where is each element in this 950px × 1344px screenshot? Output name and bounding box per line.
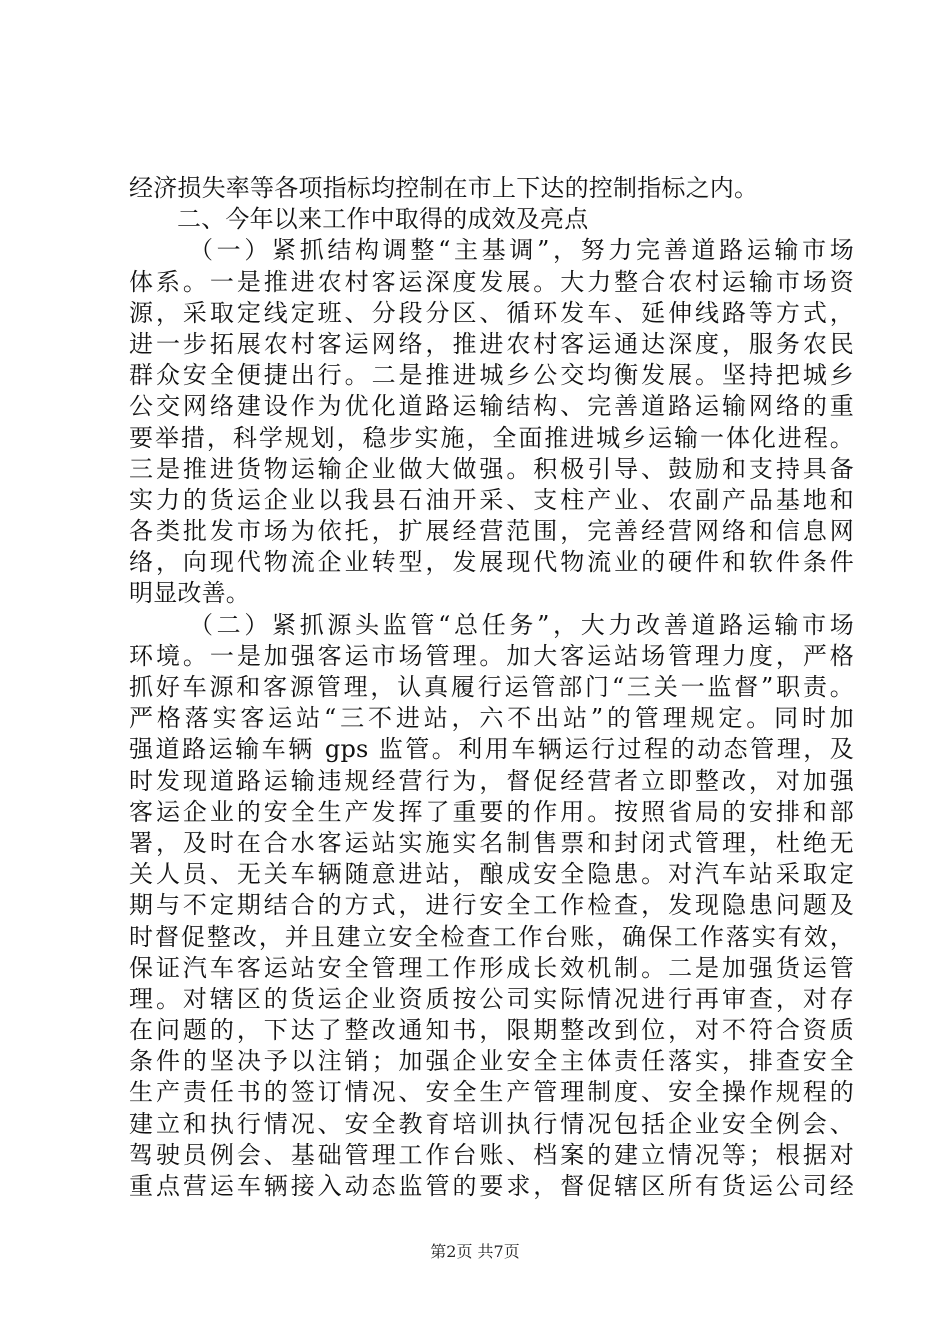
text-line: 在问题的，下达了整改通知书，限期整改到位，对不符合资质 bbox=[129, 1016, 854, 1045]
body-text bbox=[129, 173, 854, 1202]
text-line: 客运企业的安全生产发挥了重要的作用。按照省局的安排和部 bbox=[129, 797, 854, 826]
text-line: 强道路运输车辆 gps 监管。利用车辆运行过程的动态管理，及 bbox=[129, 735, 854, 764]
text-line: 实力的货运企业以我县石油开采、支柱产业、农副产品基地和 bbox=[129, 485, 854, 514]
text-line: 建立和执行情况、安全教育培训执行情况包括企业安全例会、 bbox=[129, 1109, 854, 1138]
text-line: 理。对辖区的货运企业资质按公司实际情况进行再审查，对存 bbox=[129, 984, 854, 1013]
paragraph-heading-line: （一）紧抓结构调整“主基调”，努力完善道路运输市场 bbox=[189, 236, 854, 265]
paragraph-heading-line: （二）紧抓源头监管“总任务”，大力改善道路运输市场 bbox=[189, 610, 854, 639]
text-line: 三是推进货物运输企业做大做强。积极引导、鼓励和支持具备 bbox=[129, 454, 854, 483]
page-number-footer: 第2页 共7页 bbox=[430, 1242, 520, 1261]
text-line: 重点营运车辆接入动态监管的要求，督促辖区所有货运公司经 bbox=[129, 1172, 854, 1200]
text-line: 期与不定期结合的方式，进行安全工作检查，发现隐患问题及 bbox=[129, 891, 854, 920]
text-line: 生产责任书的签订情况、安全生产管理制度、安全操作规程的 bbox=[129, 1078, 854, 1107]
text-line: 各类批发市场为依托，扩展经营范围，完善经营网络和信息网 bbox=[129, 517, 854, 546]
text-line: 严格落实客运站“三不进站，六不出站”的管理规定。同时加 bbox=[129, 704, 854, 733]
text-line: 驾驶员例会、基础管理工作台账、档案的建立情况等；根据对 bbox=[129, 1140, 854, 1169]
text-line: 体系。一是推进农村客运深度发展。大力整合农村运输市场资 bbox=[129, 267, 854, 296]
text-line: 关人员、无关车辆随意进站，酿成安全隐患。对汽车站采取定 bbox=[129, 860, 854, 889]
text-line: 络，向现代物流企业转型，发展现代物流业的硬件和软件条件 bbox=[129, 548, 854, 577]
text-line: 明显改善。 bbox=[129, 579, 250, 608]
text-line: 署，及时在合水客运站实施实名制售票和封闭式管理，杜绝无 bbox=[129, 828, 854, 857]
text-line: 保证汽车客运站安全管理工作形成长效机制。二是加强货运管 bbox=[129, 953, 854, 982]
text-line: 时督促整改，并且建立安全检查工作台账，确保工作落实有效， bbox=[129, 922, 854, 951]
text-line: 要举措，科学规划，稳步实施，全面推进城乡运输一体化进程。 bbox=[129, 423, 854, 452]
text-line: 环境。一是加强客运市场管理。加大客运站场管理力度，严格 bbox=[129, 641, 854, 670]
text-line: 公交网络建设作为优化道路运输结构、完善道路运输网络的重 bbox=[129, 392, 854, 421]
text-line: 群众安全便捷出行。二是推进城乡公交均衡发展。坚持把城乡 bbox=[129, 361, 854, 390]
text-line: 抓好车源和客源管理，认真履行运管部门“三关一监督”职责。 bbox=[129, 673, 854, 701]
text-line: 经济损失率等各项指标均控制在市上下达的控制指标之内。 bbox=[129, 174, 759, 202]
section-heading: 二、今年以来工作中取得的成效及亮点 bbox=[177, 205, 589, 234]
text-line: 进一步拓展农村客运网络，推进农村客运通达深度，服务农民 bbox=[129, 329, 854, 358]
text-line: 条件的坚决予以注销；加强企业安全主体责任落实，排查安全 bbox=[129, 1047, 854, 1076]
text-line: 时发现道路运输违规经营行为，督促经营者立即整改，对加强 bbox=[129, 766, 854, 795]
text-line: 源，采取定线定班、分段分区、循环发车、延伸线路等方式， bbox=[129, 298, 854, 327]
